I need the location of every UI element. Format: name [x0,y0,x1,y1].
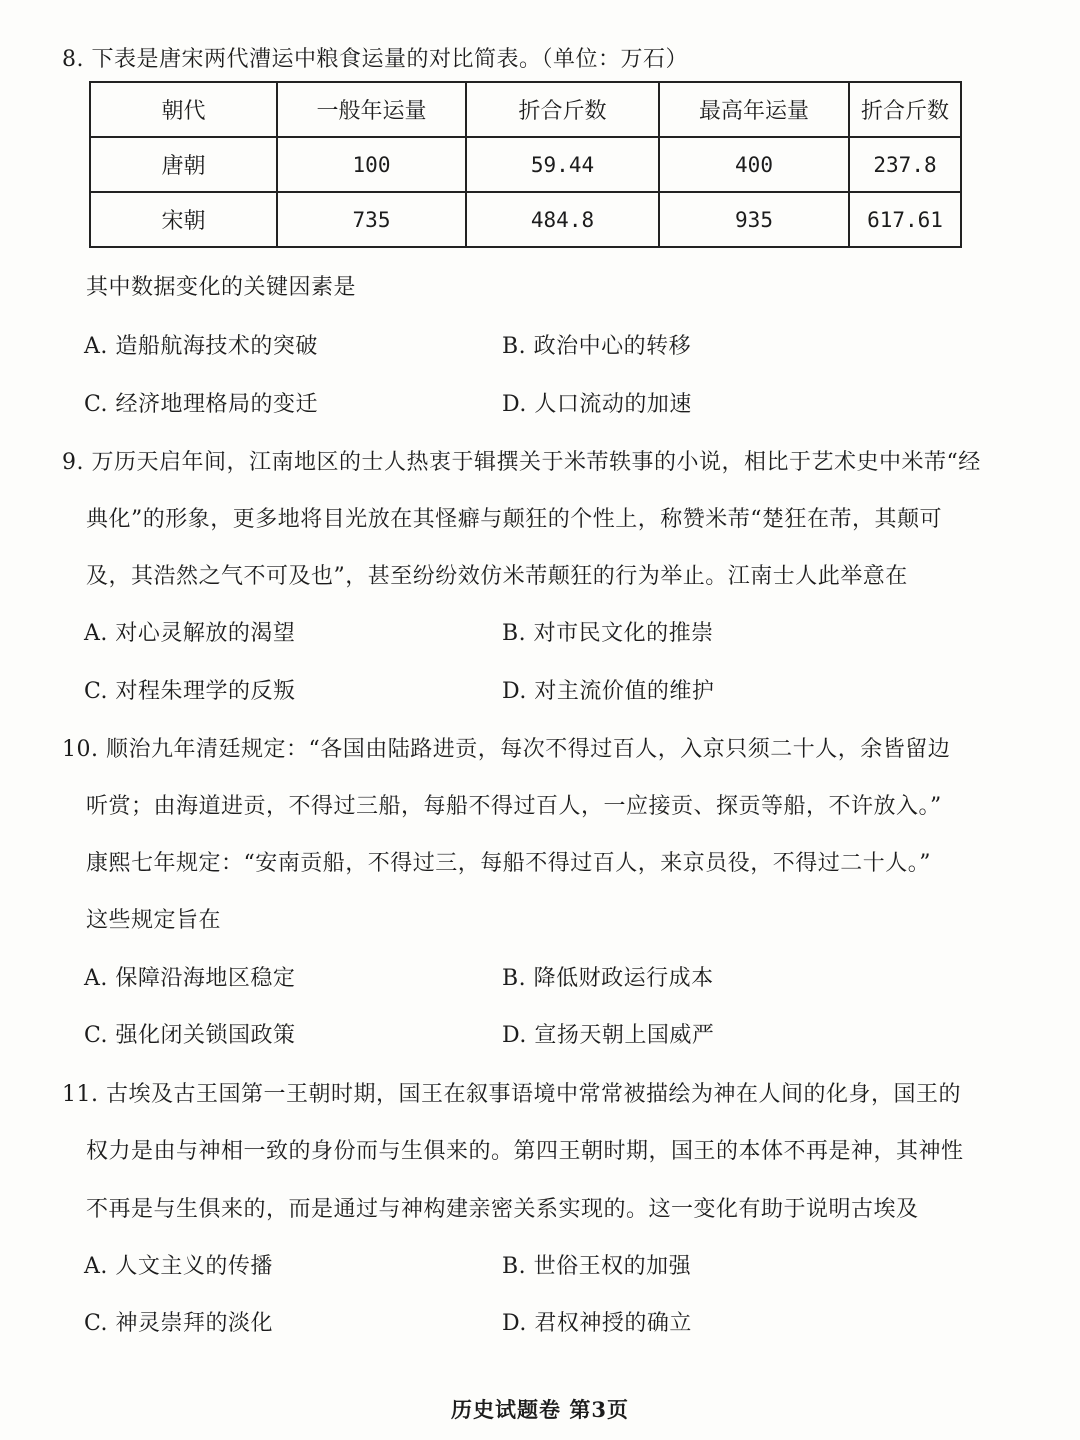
q9-stem-line2: 典化”的形象，更多地将目光放在其怪癖与颠狂的个性上，称赞米芾“楚狂在芾，其颠可 [86,507,942,532]
q9-stem-line1: 9. 万历天启年间，江南地区的士人热衷于辑撰关于米芾轶事的小说，相比于艺术史中米芾“经 [62,450,981,475]
table-cell: 400 [659,137,849,192]
q9-option-a: A. 对心灵解放的渴望 [84,621,296,646]
table-header-row [90,82,961,137]
table-cell-dynasty: 唐朝 [90,137,277,192]
q9-option-d: D. 对主流价值的维护 [502,679,715,704]
table-header-cell: 一般年运量 [277,82,466,137]
page-footer: 历史试题卷 第3页 [451,1397,629,1422]
q10-option-b: B. 降低财政运行成本 [502,966,714,991]
q10-stem-line4: 这些规定旨在 [86,908,222,933]
table-header-cell: 折合斤数 [849,82,961,137]
q10-option-d: D. 宣扬天朝上国威严 [502,1023,715,1048]
q11-option-c: C. 神灵崇拜的淡化 [84,1311,274,1336]
table-header-cell: 折合斤数 [466,82,659,137]
table-header-cell: 朝代 [90,82,277,137]
q8-option-a: A. 造船航海技术的突破 [84,334,318,359]
q8-option-d: D. 人口流动的加速 [502,392,692,417]
q11-option-a: A. 人文主义的传播 [84,1254,273,1279]
table-row [90,192,961,247]
grain-transport-table [89,81,962,248]
q11-option-d: D. 君权神授的确立 [502,1311,692,1336]
q11-option-b: B. 世俗王权的加强 [502,1254,692,1279]
table-cell: 484.8 [466,192,659,247]
table-cell-dynasty: 宋朝 [90,192,277,247]
q10-stem-line2: 听赏；由海道进贡，不得过三船，每船不得过百人，一应接贡、探贡等船，不许放入。” [86,794,942,819]
q9-option-b: B. 对市民文化的推崇 [502,621,714,646]
q10-stem-line1: 10. 顺治九年清廷规定：“各国由陆路进贡，每次不得过百人，入京只须二十人，余皆留边 [62,737,951,762]
q11-stem-line3: 不再是与生俱来的，而是通过与神构建亲密关系实现的。这一变化有助于说明古埃及 [86,1197,919,1222]
q10-option-c: C. 强化闭关锁国政策 [84,1023,296,1048]
q11-stem-line2: 权力是由与神相一致的身份而与生俱来的。第四王朝时期，国王的本体不再是神，其神性 [86,1139,964,1164]
table-cell: 100 [277,137,466,192]
table-cell: 59.44 [466,137,659,192]
q10-stem-line3: 康熙七年规定：“安南贡船，不得过三，每船不得过百人，来京员役，不得过二十人。” [86,851,931,876]
table-cell: 617.61 [849,192,961,247]
q10-option-a: A. 保障沿海地区稳定 [84,966,296,991]
q9-option-c: C. 对程朱理学的反叛 [84,679,296,704]
q8-option-c: C. 经济地理格局的变迁 [84,392,319,417]
q8-option-b: B. 政治中心的转移 [502,334,692,359]
table-header-cell: 最高年运量 [659,82,849,137]
table-cell: 935 [659,192,849,247]
q8-question: 其中数据变化的关键因素是 [86,275,357,300]
q9-stem-line3: 及，其浩然之气不可及也”，甚至纷纷效仿米芾颠狂的行为举止。江南士人此举意在 [86,564,908,589]
table-cell: 735 [277,192,466,247]
table-row [90,137,961,192]
table-cell: 237.8 [849,137,961,192]
q8-stem: 8. 下表是唐宋两代漕运中粮食运量的对比简表。（单位：万石） [62,47,688,72]
q11-stem-line1: 11. 古埃及古王国第一王朝时期，国王在叙事语境中常常被描绘为神在人间的化身，国王的 [62,1082,961,1107]
